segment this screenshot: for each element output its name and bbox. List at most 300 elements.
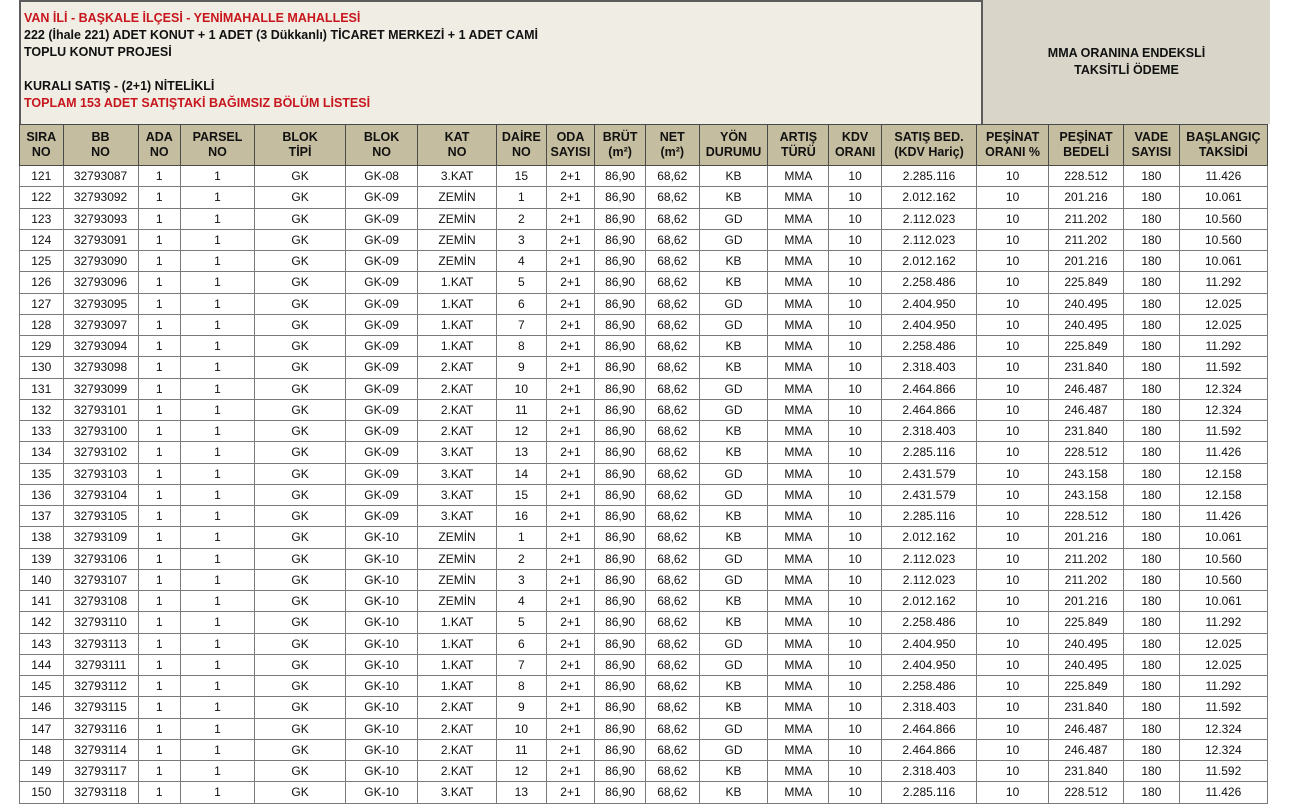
table-cell: 2.KAT (418, 739, 497, 760)
table-cell: 1 (138, 548, 181, 569)
table-row (20, 633, 1268, 654)
table-cell: 68,62 (645, 166, 699, 187)
table-cell: GK (254, 569, 345, 590)
table-cell: 201.216 (1049, 591, 1124, 612)
table-cell: 1 (138, 166, 181, 187)
table-cell: 3.KAT (418, 506, 497, 527)
table-cell: 10 (829, 208, 882, 229)
table-cell: 1 (138, 718, 181, 739)
table-cell: 10 (977, 442, 1049, 463)
project-description: 222 (İhale 221) ADET KONUT + 1 ADET (3 Dükkanlı) TİCARET MERKEZİ + 1 ADET CAMİ (24, 28, 538, 42)
table-cell: 68,62 (645, 612, 699, 633)
table-cell: GK (254, 697, 345, 718)
table-cell: 180 (1124, 463, 1180, 484)
table-cell: 246.487 (1049, 718, 1124, 739)
table-cell: 86,90 (595, 548, 646, 569)
table-cell: 180 (1124, 166, 1180, 187)
table-cell: 86,90 (595, 421, 646, 442)
table-cell: GK-10 (346, 697, 418, 718)
table-cell: GD (699, 399, 768, 420)
table-cell: GD (699, 293, 768, 314)
table-cell: GK-10 (346, 761, 418, 782)
table-cell: 1 (181, 697, 255, 718)
table-cell: 8 (497, 676, 547, 697)
table-row (20, 166, 1268, 187)
table-cell: 125 (20, 251, 64, 272)
table-cell: GK (254, 761, 345, 782)
table-cell: 231.840 (1049, 761, 1124, 782)
table-cell: 68,62 (645, 739, 699, 760)
table-cell: 2+1 (546, 357, 595, 378)
table-cell: GK (254, 314, 345, 335)
table-cell: 12.158 (1179, 484, 1267, 505)
table-cell: 10 (977, 782, 1049, 803)
payment-type-line1: MMA ORANINA ENDEKSLİ (1047, 46, 1206, 60)
table-cell: GK-09 (346, 399, 418, 420)
table-cell: 68,62 (645, 506, 699, 527)
table-cell: 68,62 (645, 782, 699, 803)
table-cell: 68,62 (645, 527, 699, 548)
table-cell: 3.KAT (418, 166, 497, 187)
table-cell: 10 (829, 506, 882, 527)
table-cell: 2+1 (546, 527, 595, 548)
table-cell: 243.158 (1049, 484, 1124, 505)
table-cell: 68,62 (645, 357, 699, 378)
table-cell: 10 (829, 484, 882, 505)
table-cell: 2.285.116 (881, 166, 976, 187)
table-cell: GD (699, 229, 768, 250)
table-cell: 10 (829, 272, 882, 293)
table-cell: 1 (138, 208, 181, 229)
table-cell: GK (254, 336, 345, 357)
table-cell: 201.216 (1049, 251, 1124, 272)
table-cell: MMA (768, 251, 829, 272)
payment-type-line2: TAKSİTLİ ÖDEME (1074, 63, 1179, 77)
table-cell: 136 (20, 484, 64, 505)
table-cell: 2.KAT (418, 357, 497, 378)
table-cell: GK-10 (346, 548, 418, 569)
table-cell: 11.592 (1179, 421, 1267, 442)
table-cell: 2+1 (546, 421, 595, 442)
table-cell: 144 (20, 654, 64, 675)
table-cell: 68,62 (645, 697, 699, 718)
table-cell: 180 (1124, 612, 1180, 633)
table-cell: 1 (181, 463, 255, 484)
table-cell: 10 (977, 272, 1049, 293)
table-cell: 10 (977, 761, 1049, 782)
table-cell: 12.025 (1179, 293, 1267, 314)
table-cell: 1 (181, 208, 255, 229)
table-cell: 68,62 (645, 251, 699, 272)
table-cell: 10 (829, 782, 882, 803)
table-cell: 86,90 (595, 314, 646, 335)
table-cell: MMA (768, 761, 829, 782)
table-cell: 68,62 (645, 569, 699, 590)
table-cell: 10 (977, 569, 1049, 590)
table-cell: 1 (138, 591, 181, 612)
table-row (20, 506, 1268, 527)
table-cell: 180 (1124, 591, 1180, 612)
table-cell: 86,90 (595, 718, 646, 739)
table-cell: 1 (138, 399, 181, 420)
table-cell: GK-09 (346, 442, 418, 463)
table-cell: 180 (1124, 229, 1180, 250)
table-cell: 10 (829, 357, 882, 378)
column-header-line2: (m²) (608, 145, 632, 159)
table-cell: 180 (1124, 484, 1180, 505)
table-cell: 10 (977, 357, 1049, 378)
table-cell: 1 (181, 421, 255, 442)
table-cell: 86,90 (595, 378, 646, 399)
column-header-line1: BAŞLANGIÇ (1186, 130, 1261, 144)
table-cell: GK (254, 506, 345, 527)
column-header-line1: ARTIŞ (779, 130, 818, 144)
table-cell: 11 (497, 739, 547, 760)
table-cell: 2.112.023 (881, 229, 976, 250)
table-cell: 10 (829, 463, 882, 484)
table-cell: GD (699, 208, 768, 229)
table-cell: KB (699, 336, 768, 357)
table-cell: 2.431.579 (881, 463, 976, 484)
table-cell: KB (699, 676, 768, 697)
table-cell: 32793093 (63, 208, 138, 229)
table-cell: 2.431.579 (881, 484, 976, 505)
table-cell: 1 (181, 399, 255, 420)
table-cell: KB (699, 527, 768, 548)
table-cell: 86,90 (595, 739, 646, 760)
table-cell: 124 (20, 229, 64, 250)
table-cell: 11.292 (1179, 336, 1267, 357)
table-cell: 225.849 (1049, 272, 1124, 293)
table-cell: GK (254, 612, 345, 633)
table-cell: 2.404.950 (881, 654, 976, 675)
table-cell: KB (699, 357, 768, 378)
table-cell: GK-10 (346, 612, 418, 633)
table-cell: 1 (138, 293, 181, 314)
table-cell: 1 (138, 314, 181, 335)
table-cell: 2.258.486 (881, 612, 976, 633)
table-cell: 180 (1124, 272, 1180, 293)
table-cell: 10 (829, 548, 882, 569)
table-cell: 2+1 (546, 569, 595, 590)
column-header-line1: SIRA (26, 130, 57, 144)
table-cell: 201.216 (1049, 187, 1124, 208)
table-cell: 12.324 (1179, 718, 1267, 739)
table-cell: GK (254, 272, 345, 293)
table-cell: 127 (20, 293, 64, 314)
table-cell: MMA (768, 442, 829, 463)
table-cell: 131 (20, 378, 64, 399)
column-header (346, 125, 418, 166)
table-row (20, 591, 1268, 612)
table-cell: 86,90 (595, 357, 646, 378)
column-header-line2: TİPİ (288, 145, 312, 159)
table-cell: 68,62 (645, 399, 699, 420)
column-header (1049, 125, 1124, 166)
table-cell: 1 (138, 187, 181, 208)
table-cell: 7 (497, 654, 547, 675)
table-cell: 2+1 (546, 718, 595, 739)
table-cell: 2.012.162 (881, 527, 976, 548)
table-cell: 1 (138, 506, 181, 527)
table-cell: 86,90 (595, 633, 646, 654)
table-cell: 68,62 (645, 208, 699, 229)
table-row (20, 697, 1268, 718)
table-cell: 68,62 (645, 654, 699, 675)
table-cell: 11.592 (1179, 357, 1267, 378)
table-cell: 10 (977, 378, 1049, 399)
table-cell: GK-09 (346, 251, 418, 272)
table-cell: 148 (20, 739, 64, 760)
table-cell: GD (699, 463, 768, 484)
column-header-line2: NO (511, 145, 531, 159)
table-cell: 32793092 (63, 187, 138, 208)
table-cell: 228.512 (1049, 782, 1124, 803)
table-cell: ZEMİN (418, 208, 497, 229)
table-cell: 32793116 (63, 718, 138, 739)
table-cell: 86,90 (595, 591, 646, 612)
table-cell: 1 (138, 761, 181, 782)
column-header-line2: BEDELİ (1063, 145, 1109, 159)
table-cell: MMA (768, 569, 829, 590)
table-cell: 1 (181, 676, 255, 697)
table-cell: 2.258.486 (881, 272, 976, 293)
table-cell: MMA (768, 697, 829, 718)
table-cell: MMA (768, 739, 829, 760)
table-cell: 1 (138, 251, 181, 272)
table-cell: 10 (829, 399, 882, 420)
table-row (20, 208, 1268, 229)
table-cell: KB (699, 612, 768, 633)
table-cell: 1 (138, 336, 181, 357)
table-cell: 68,62 (645, 591, 699, 612)
table-cell: 2.KAT (418, 718, 497, 739)
table-cell: 13 (497, 782, 547, 803)
table-cell: MMA (768, 612, 829, 633)
table-body (20, 166, 1268, 804)
table-cell: 143 (20, 633, 64, 654)
table-cell: 2.464.866 (881, 378, 976, 399)
table-cell: 32793114 (63, 739, 138, 760)
table-cell: 3.KAT (418, 782, 497, 803)
table-cell: 10 (829, 718, 882, 739)
column-header-line2: TAKSİDİ (1198, 145, 1248, 159)
column-header-line2: (KDV Hariç) (894, 145, 964, 159)
column-header-line2: NO (447, 145, 467, 159)
table-cell: 10 (977, 697, 1049, 718)
table-cell: 68,62 (645, 293, 699, 314)
table-row (20, 399, 1268, 420)
table-cell: 68,62 (645, 676, 699, 697)
column-header-line2: SAYISI (550, 145, 591, 159)
table-cell: 10 (829, 166, 882, 187)
table-cell: 32793113 (63, 633, 138, 654)
table-cell: 11.292 (1179, 272, 1267, 293)
table-cell: MMA (768, 187, 829, 208)
table-cell: 15 (497, 484, 547, 505)
table-cell: 3.KAT (418, 442, 497, 463)
table-cell: GK (254, 739, 345, 760)
table-cell: 11.426 (1179, 782, 1267, 803)
table-cell: 10 (977, 676, 1049, 697)
table-cell: 2.012.162 (881, 251, 976, 272)
table-cell: 2.112.023 (881, 548, 976, 569)
table-cell: 32793096 (63, 272, 138, 293)
table-cell: 12.324 (1179, 378, 1267, 399)
table-cell: 1 (181, 591, 255, 612)
column-header (497, 125, 547, 166)
table-cell: 133 (20, 421, 64, 442)
column-header (768, 125, 829, 166)
table-cell: 1 (138, 229, 181, 250)
table-cell: 86,90 (595, 336, 646, 357)
table-cell: 231.840 (1049, 421, 1124, 442)
table-cell: 32793097 (63, 314, 138, 335)
table-cell: 2 (497, 208, 547, 229)
table-cell: KB (699, 187, 768, 208)
table-cell: 2.464.866 (881, 718, 976, 739)
table-cell: 1 (181, 314, 255, 335)
table-cell: MMA (768, 314, 829, 335)
column-header-line1: DAİRE (501, 130, 541, 144)
table-cell: KB (699, 442, 768, 463)
column-header-line1: BRÜT (602, 130, 638, 144)
table-cell: 201.216 (1049, 527, 1124, 548)
table-cell: 2.404.950 (881, 633, 976, 654)
table-cell: 246.487 (1049, 399, 1124, 420)
table-cell: 10 (977, 718, 1049, 739)
table-cell: 10 (977, 229, 1049, 250)
table-cell: MMA (768, 484, 829, 505)
table-cell: 1 (181, 187, 255, 208)
column-header-line1: ODA (556, 130, 585, 144)
table-cell: 86,90 (595, 251, 646, 272)
table-cell: 180 (1124, 421, 1180, 442)
table-cell: 180 (1124, 208, 1180, 229)
table-cell: GK-09 (346, 272, 418, 293)
table-cell: KB (699, 782, 768, 803)
table-cell: 68,62 (645, 187, 699, 208)
table-cell: 1 (138, 676, 181, 697)
table-cell: GK-08 (346, 166, 418, 187)
table-row (20, 336, 1268, 357)
table-cell: 1 (181, 272, 255, 293)
column-header-line1: VADE (1134, 130, 1169, 144)
table-cell: 180 (1124, 761, 1180, 782)
table-cell: 32793091 (63, 229, 138, 250)
table-cell: 10 (829, 739, 882, 760)
table-cell: 10.061 (1179, 527, 1267, 548)
table-cell: KB (699, 697, 768, 718)
table-cell: 68,62 (645, 442, 699, 463)
table-cell: 9 (497, 357, 547, 378)
table-row (20, 272, 1268, 293)
table-cell: 2+1 (546, 378, 595, 399)
table-cell: 1 (181, 336, 255, 357)
table-cell: GD (699, 633, 768, 654)
table-cell: 2+1 (546, 208, 595, 229)
table-cell: 11.592 (1179, 761, 1267, 782)
table-cell: GK (254, 293, 345, 314)
table-cell: 14 (497, 463, 547, 484)
table-cell: 10 (829, 697, 882, 718)
table-cell: 86,90 (595, 293, 646, 314)
table-cell: 32793087 (63, 166, 138, 187)
table-cell: 1.KAT (418, 336, 497, 357)
project-type: TOPLU KONUT PROJESİ (24, 45, 172, 59)
table-cell: 32793106 (63, 548, 138, 569)
column-header (595, 125, 646, 166)
table-cell: 68,62 (645, 378, 699, 399)
table-cell: 8 (497, 336, 547, 357)
table-cell: 10 (829, 293, 882, 314)
table-cell: 4 (497, 591, 547, 612)
table-row (20, 421, 1268, 442)
table-cell: 180 (1124, 739, 1180, 760)
table-cell: GK (254, 527, 345, 548)
table-cell: 1 (138, 739, 181, 760)
table-cell: 2.285.116 (881, 506, 976, 527)
table-cell: 1 (181, 378, 255, 399)
table-cell: 180 (1124, 548, 1180, 569)
table-cell: 3 (497, 569, 547, 590)
table-cell: 2+1 (546, 463, 595, 484)
table-cell: 225.849 (1049, 676, 1124, 697)
table-cell: 1 (138, 782, 181, 803)
table-cell: 246.487 (1049, 378, 1124, 399)
table-cell: 211.202 (1049, 229, 1124, 250)
table-cell: 2.464.866 (881, 739, 976, 760)
table-cell: GK (254, 591, 345, 612)
table-cell: 180 (1124, 378, 1180, 399)
table-cell: 11.426 (1179, 166, 1267, 187)
table-cell: 10 (829, 251, 882, 272)
table-cell: 4 (497, 251, 547, 272)
table-cell: 10 (977, 208, 1049, 229)
table-cell: 1 (181, 569, 255, 590)
table-cell: 2.258.486 (881, 336, 976, 357)
table-cell: MMA (768, 336, 829, 357)
table-cell: 2+1 (546, 166, 595, 187)
table-cell: 32793108 (63, 591, 138, 612)
table-cell: MMA (768, 506, 829, 527)
table-cell: 2.285.116 (881, 442, 976, 463)
column-header-line2: (m²) (660, 145, 685, 159)
table-cell: GK-10 (346, 782, 418, 803)
table-row (20, 739, 1268, 760)
table-cell: GD (699, 569, 768, 590)
table-cell: 2+1 (546, 506, 595, 527)
table-cell: 1 (181, 718, 255, 739)
table-row (20, 378, 1268, 399)
table-cell: 10 (829, 612, 882, 633)
table-cell: 11.426 (1179, 442, 1267, 463)
table-cell: 1 (181, 527, 255, 548)
table-row (20, 718, 1268, 739)
table-cell: GK-09 (346, 378, 418, 399)
table-cell: 68,62 (645, 229, 699, 250)
table-cell: 10 (977, 527, 1049, 548)
table-cell: 180 (1124, 782, 1180, 803)
table-cell: 2+1 (546, 272, 595, 293)
table-row (20, 187, 1268, 208)
table-row (20, 612, 1268, 633)
table-cell: 2.404.950 (881, 314, 976, 335)
table-cell: 11.592 (1179, 697, 1267, 718)
column-header (63, 125, 138, 166)
table-cell: 32793103 (63, 463, 138, 484)
location-title: VAN İLİ - BAŞKALE İLÇESİ - YENİMAHALLE MAHALLESİ (24, 11, 361, 25)
